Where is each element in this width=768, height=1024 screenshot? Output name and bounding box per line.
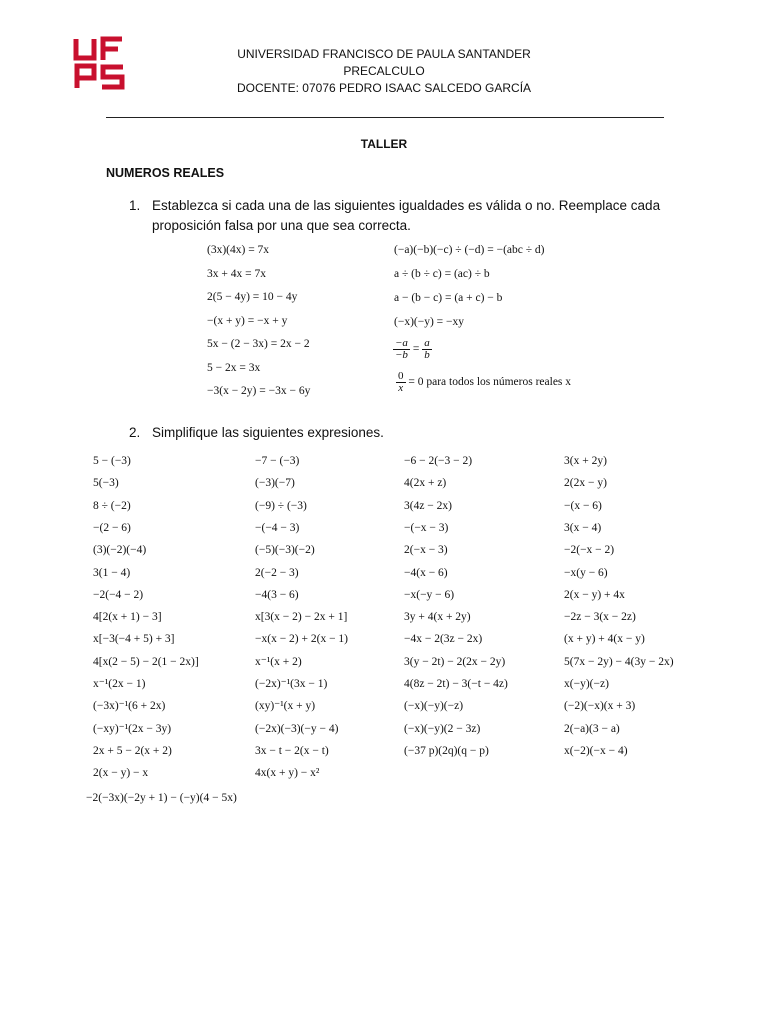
q2-expression: (−2x)⁻¹(3x − 1) xyxy=(255,678,328,690)
question-1-number: 1. xyxy=(129,198,141,213)
q2-expression: 4[2(x + 1) − 3] xyxy=(93,611,162,624)
q2-expression: x⁻¹(x + 2) xyxy=(255,655,302,668)
q2-expression: 3y + 4(x + 2y) xyxy=(404,611,471,624)
q2-expression: −(2 − 6) xyxy=(93,521,131,534)
q2-expression: −2(−4 − 2) xyxy=(93,588,144,601)
q2-expression: 5(−3) xyxy=(93,477,119,490)
q2-expression: 2(x − y) + 4x xyxy=(564,588,625,601)
q2-expression: (−2x)(−3)(−y − 4) xyxy=(255,722,339,735)
q2-expression: −4x − 2(3z − 2x) xyxy=(404,633,483,646)
q2-expression: −6 − 2(−3 − 2) xyxy=(404,455,473,467)
q2-expression: (x + y) + 4(x − y) xyxy=(564,633,645,646)
q2-expression: −x(y − 6) xyxy=(564,566,608,579)
q2-expression: 2x + 5 − 2(x + 2) xyxy=(93,744,172,757)
q1-fraction-equation xyxy=(393,338,432,361)
q2-expression: −2z − 3(x − 2z) xyxy=(564,611,636,624)
q1-equation: −(x + y) = −x + y xyxy=(207,314,288,327)
q2-expression: (−xy)⁻¹(2x − 3y) xyxy=(93,722,172,735)
question-1-line-2: proposición falsa por una que sea correcta. xyxy=(152,218,411,233)
q1-equation: 5x − (2 − 3x) = 2x − 2 xyxy=(207,338,310,350)
q2-expression: 5(7x − 2y) − 4(3y − 2x) xyxy=(564,655,674,668)
q2-expression: x(−y)(−z) xyxy=(564,678,609,690)
q2-expression: (−3x)⁻¹(6 + 2x) xyxy=(93,700,166,713)
q2-expression: 3(x + 2y) xyxy=(564,455,607,467)
q2-expression: −2(−x − 2) xyxy=(564,544,615,557)
q1-equation: −3(x − 2y) = −3x − 6y xyxy=(207,385,311,397)
q1-equation: 3x + 4x = 7x xyxy=(207,267,266,280)
q2-expression: 4(8z − 2t) − 3(−t − 4z) xyxy=(404,678,508,690)
q1-zero-fraction-equation xyxy=(396,371,571,394)
header-divider xyxy=(106,117,664,118)
frac-denominator-2: b xyxy=(424,349,430,361)
q2-expression: −(−4 − 3) xyxy=(255,521,300,534)
q2-expression: (−2)(−x)(x + 3) xyxy=(564,700,636,713)
q2-expression: (3)(−2)(−4) xyxy=(93,544,147,557)
university-name: UNIVERSIDAD FRANCISCO DE PAULA SANTANDER xyxy=(237,47,531,61)
question-1-line-1: Establezca si cada una de las siguientes igualdades es válida o no. Reemplace cada xyxy=(152,198,661,213)
q2-expression: −(−x − 3) xyxy=(404,521,449,534)
q2-expression: 2(−a)(3 − a) xyxy=(564,722,620,735)
course-name: PRECALCULO xyxy=(343,64,425,78)
q1-equation: a − (b − c) = (a + c) − b xyxy=(394,292,503,304)
q1-equation: (3x)(4x) = 7x xyxy=(207,244,270,256)
q2-expression: 3(y − 2t) − 2(2x − 2y) xyxy=(404,655,506,668)
frac-numerator: −a xyxy=(395,337,408,349)
q2-expression: x(−2)(−x − 4) xyxy=(564,744,628,757)
q2-expression: (−9) ÷ (−3) xyxy=(255,499,307,512)
q2-expression: 2(−2 − 3) xyxy=(255,566,299,579)
frac-equals: = xyxy=(412,343,420,356)
q2-expression: (−5)(−3)(−2) xyxy=(255,544,315,557)
q2-expression: (−x)(−y)(−z) xyxy=(404,700,464,713)
q2-expression: x[3(x − 2) − 2x + 1] xyxy=(255,611,348,624)
q2-expression: −(x − 6) xyxy=(564,499,602,512)
q1-equation: a ÷ (b ÷ c) = (ac) ÷ b xyxy=(394,268,490,280)
q2-last-expression: −2(−3x)(−2y + 1) − (−y)(4 − 5x) xyxy=(86,792,237,804)
question-2 xyxy=(129,423,529,443)
q2-expression: 4[x(2 − 5) − 2(1 − 2x)] xyxy=(93,655,199,668)
q2-expression: 3(1 − 4) xyxy=(93,566,131,579)
question-2-number: 2. xyxy=(129,425,141,440)
q1-equation: (−x)(−y) = −xy xyxy=(394,316,465,328)
q2-expression: (xy)⁻¹(x + y) xyxy=(255,700,316,713)
q2-expression: 2(x − y) − x xyxy=(93,767,149,780)
q2-expression: 8 ÷ (−2) xyxy=(93,499,131,512)
q1-equation: 5 − 2x = 3x xyxy=(207,361,261,374)
frac-denominator: −b xyxy=(395,349,408,361)
q2-expression: −x(x − 2) + 2(x − 1) xyxy=(255,633,349,646)
zero-frac-tail: = 0 para todos los números reales x xyxy=(408,376,572,389)
question-1 xyxy=(129,196,689,240)
zero-numerator: 0 xyxy=(398,370,404,382)
q1-equation: 2(5 − 4y) = 10 − 4y xyxy=(207,291,298,303)
section-title: NUMEROS REALES xyxy=(106,166,225,180)
q2-expression: 3(4z − 2x) xyxy=(404,499,452,512)
q2-expression: −7 − (−3) xyxy=(255,455,300,467)
q2-expression: −4(3 − 6) xyxy=(255,588,299,601)
frac-numerator-2: a xyxy=(424,337,430,349)
zero-denominator: x xyxy=(398,382,404,394)
q1-equation: (−a)(−b)(−c) ÷ (−d) = −(abc ÷ d) xyxy=(394,244,545,256)
q2-expression: 4(2x + z) xyxy=(404,477,447,490)
q2-expression: 2(−x − 3) xyxy=(404,544,448,557)
q2-expression: (−37 p)(2q)(q − p) xyxy=(404,744,489,757)
q2-expression: −4(x − 6) xyxy=(404,566,448,579)
q2-expression: 4x(x + y) − x² xyxy=(255,767,320,780)
document-header xyxy=(0,46,768,97)
q2-expression: 5 − (−3) xyxy=(93,455,131,467)
q2-expression: 3x − t − 2(x − t) xyxy=(255,744,329,757)
q2-expression: x[−3(−4 + 5) + 3] xyxy=(93,633,175,646)
q2-expression: −x(−y − 6) xyxy=(404,588,455,601)
q2-expression: 2(2x − y) xyxy=(564,477,607,490)
document-title: TALLER xyxy=(360,137,408,151)
q2-expression: x⁻¹(2x − 1) xyxy=(93,678,146,690)
teacher-line: DOCENTE: 07076 PEDRO ISAAC SALCEDO GARCÍA xyxy=(236,81,532,95)
q2-expression: (−3)(−7) xyxy=(255,477,295,490)
q2-expression: (−x)(−y)(2 − 3z) xyxy=(404,722,481,735)
question-2-text: Simplifique las siguientes expresiones. xyxy=(152,425,384,440)
q2-expression: 3(x − 4) xyxy=(564,521,602,534)
